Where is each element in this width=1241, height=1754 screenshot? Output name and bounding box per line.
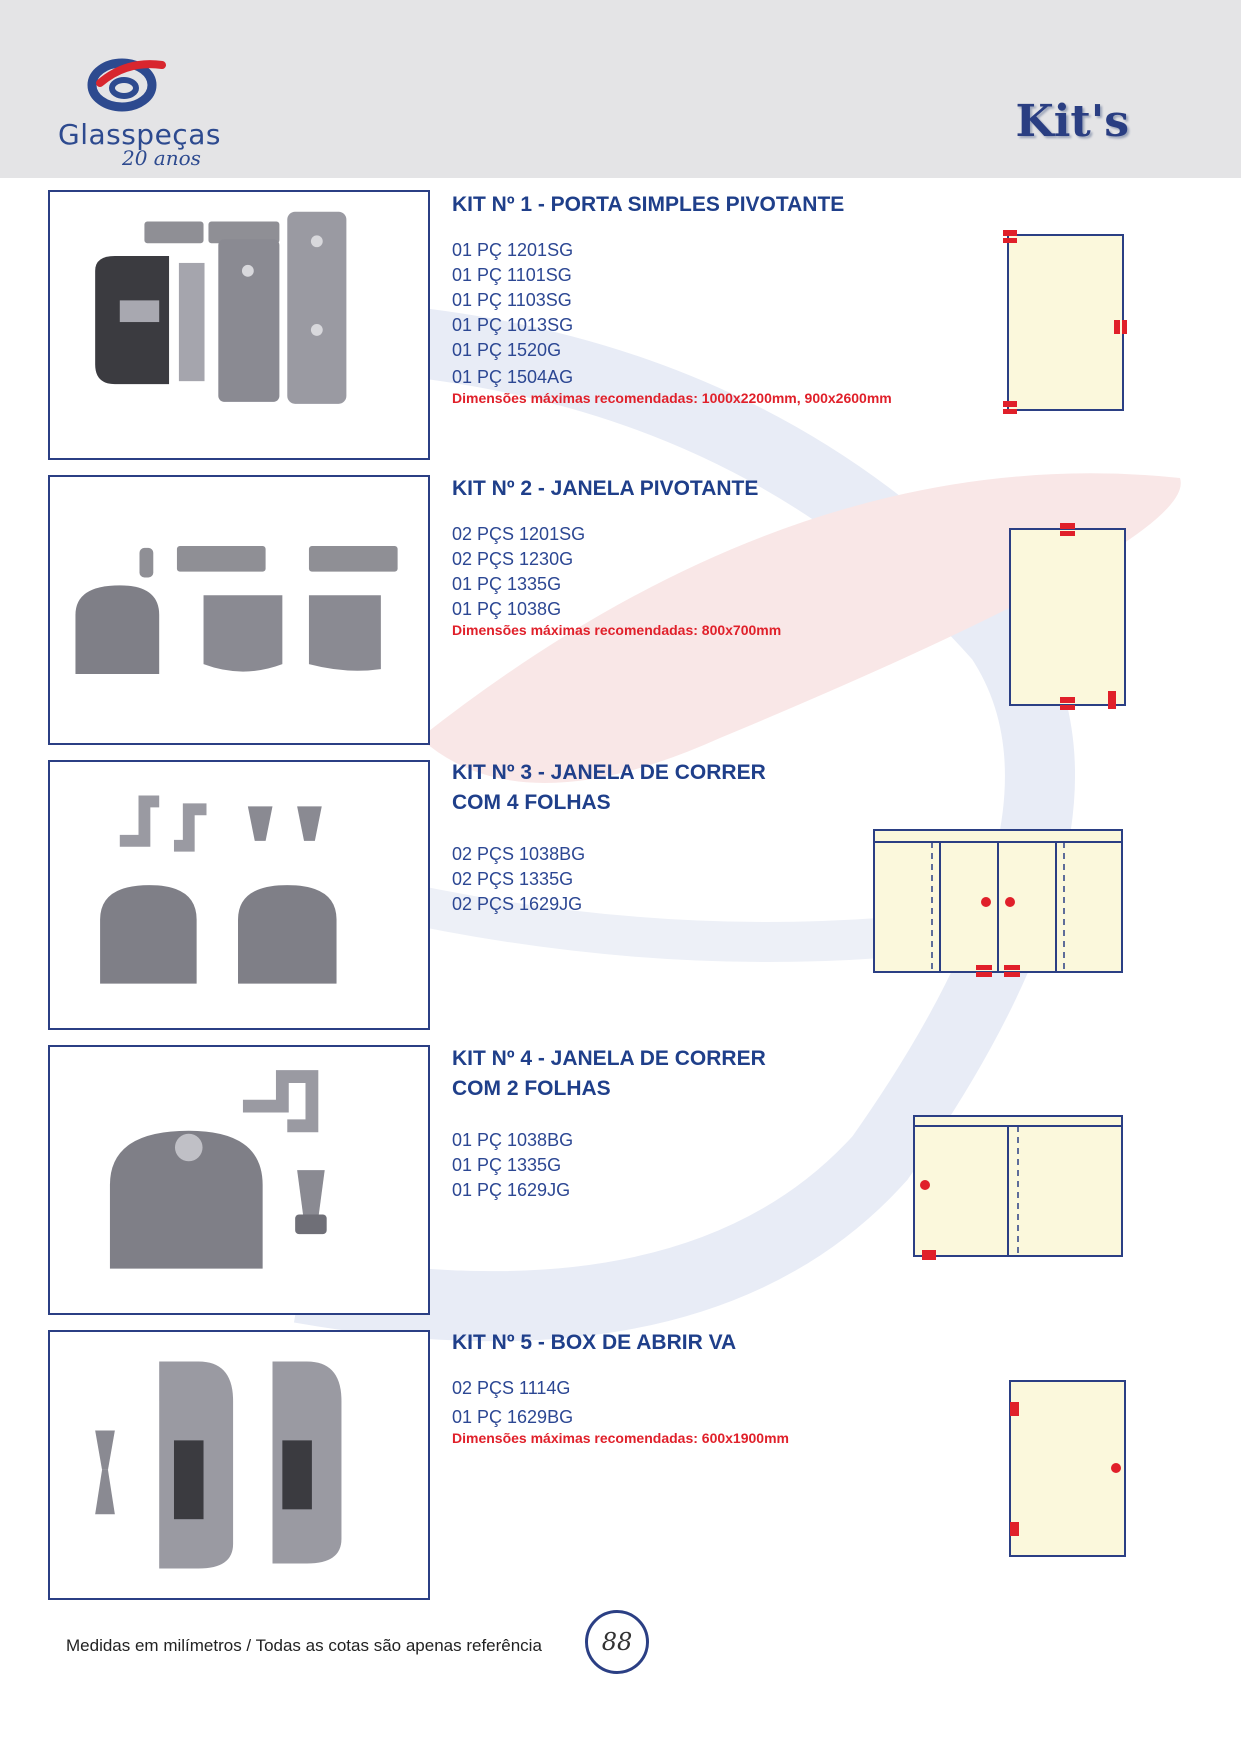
part-line: 01 PÇ 1038BG	[452, 1130, 574, 1150]
kit-3-title-line2: COM 4 FOLHAS	[452, 791, 611, 814]
kit-2-info	[452, 474, 781, 639]
part-line: 01 PÇ 1629BG	[452, 1407, 574, 1427]
part-line: 02 PÇS 1114G	[452, 1378, 571, 1398]
kit-2-dimensions: Dimensões máximas recomendadas: 800x700mm	[452, 622, 782, 638]
kit-1-photo	[48, 190, 430, 460]
kit-3-title-line1: KIT Nº 3 - JANELA DE CORRER	[452, 761, 766, 784]
part-line: 01 PÇ 1504AG	[452, 367, 574, 387]
part-line: 01 PÇ 1335G	[452, 1155, 562, 1175]
kit-1-parts	[452, 238, 892, 390]
part-line: 01 PÇ 1520G	[452, 340, 562, 360]
kit-4-photo	[48, 1045, 430, 1315]
part-line: 01 PÇ 1038G	[452, 599, 562, 619]
brand-anniversary: 20 anos	[122, 146, 201, 170]
part-line: 02 PÇS 1335G	[452, 869, 574, 889]
kit-3-parts	[452, 842, 766, 917]
part-line: 02 PÇS 1038BG	[452, 844, 586, 864]
kit-2-parts	[452, 522, 781, 622]
kit-1-title: KIT Nº 1 - PORTA SIMPLES PIVOTANTE	[452, 193, 845, 216]
part-line: 01 PÇ 1201SG	[452, 240, 574, 260]
kit-1-door-diagram	[1000, 225, 1140, 420]
kit-2-title: KIT Nº 2 - JANELA PIVOTANTE	[452, 477, 759, 500]
kit-1-dimensions: Dimensões máximas recomendadas: 1000x2200mm, 900x2600mm	[452, 390, 892, 406]
brand-name: Glasspeças	[58, 118, 221, 151]
kit-5-info	[452, 1328, 789, 1447]
kit-3-photo	[48, 760, 430, 1030]
part-line: 02 PÇS 1230G	[452, 549, 574, 569]
kit-5-title: KIT Nº 5 - BOX DE ABRIR VA	[452, 1331, 737, 1354]
kit-1-info	[452, 190, 892, 407]
kit-4-sliding-window-diagram	[910, 1110, 1130, 1265]
page-title: Kit's	[1015, 96, 1129, 147]
kit-4-title-line2: COM 2 FOLHAS	[452, 1077, 611, 1100]
part-line: 01 PÇ 1103SG	[452, 290, 572, 310]
kit-5-shower-door-diagram	[1000, 1375, 1140, 1560]
kit-2-window-diagram	[1000, 515, 1140, 715]
footer-note: Medidas em milímetros / Todas as cotas são apenas referência	[66, 1636, 542, 1655]
kit-3-info	[452, 758, 766, 917]
part-line: 02 PÇS 1201SG	[452, 524, 586, 544]
kit-4-title-line1: KIT Nº 4 - JANELA DE CORRER	[452, 1047, 766, 1070]
part-line: 01 PÇ 1013SG	[452, 315, 574, 335]
kit-5-photo	[48, 1330, 430, 1600]
kit-5-parts	[452, 1376, 789, 1430]
kit-5-dimensions: Dimensões máximas recomendadas: 600x1900mm	[452, 1430, 789, 1446]
kit-4-parts	[452, 1128, 766, 1203]
kit-4-info	[452, 1044, 766, 1203]
kit-2-photo	[48, 475, 430, 745]
part-line: 01 PÇ 1335G	[452, 574, 562, 594]
part-line: 02 PÇS 1629JG	[452, 894, 583, 914]
part-line: 01 PÇ 1101SG	[452, 265, 572, 285]
page-number: 88	[585, 1610, 649, 1674]
kit-3-sliding-window-diagram	[870, 822, 1130, 982]
part-line: 01 PÇ 1629JG	[452, 1180, 571, 1200]
